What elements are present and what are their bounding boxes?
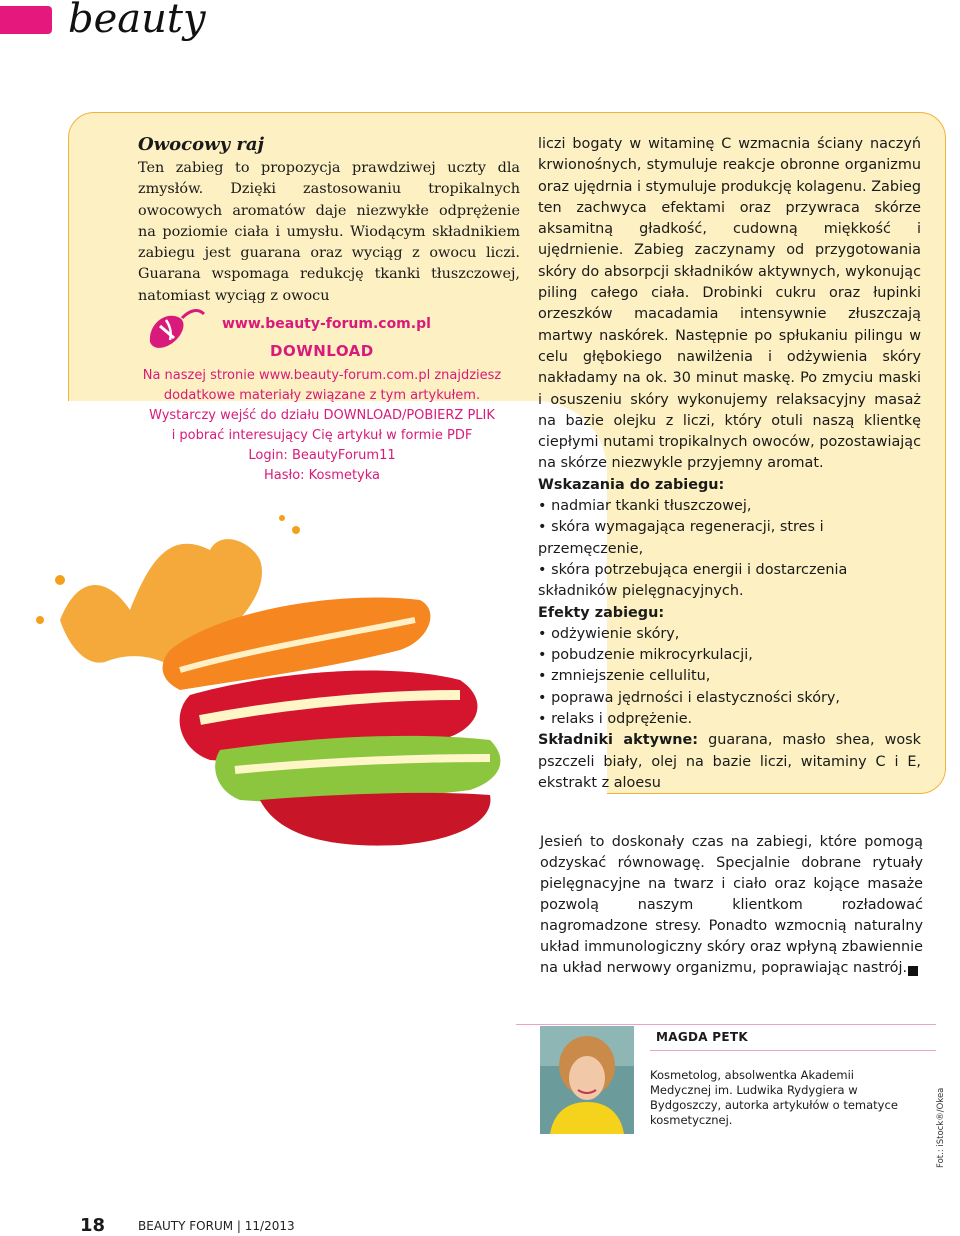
magazine-name: BEAUTY FORUM [138,1219,234,1233]
magazine-issue: 11/2013 [244,1219,295,1233]
list-item: • odżywienie skóry, [538,624,921,645]
list-item: • zmniejszenie cellulitu, [538,666,921,687]
author-name-underline [650,1050,936,1051]
author-name: MAGDA PETK [656,1030,748,1044]
mouse-icon [146,304,208,356]
download-instructions [126,366,518,486]
photo-credit: Fot.: iStock®/Okea [936,1087,946,1168]
footer-magazine: BEAUTY FORUM | 11/2013 [138,1219,295,1233]
section-title: beauty [68,0,206,42]
author-bio: Kosmetolog, absolwentka Akademii Medycznej im. Ludwika Rydygiera w Bydgoszczy, autorka artykułów o tematyce kosmetycznej. [650,1068,898,1127]
download-title: DOWNLOAD [270,342,374,360]
page-number: 18 [80,1215,106,1236]
box-intro-text: Ten zabieg to propozycja prawdziwej uczty dla zmysłów. Dzięki zastosowaniu tropikalnych owocowych aromatów daje niezwykłe odprężenie na poziomie ciała i umysłu. Wiodącym składnikiem zabiegu jest guarana oraz wyciąg z owocu liczi. Guarana wspomaga redukcję tkanki tłuszczowej, natomiast wyciąg z owocu [138,160,520,304]
end-of-article-mark [908,966,918,976]
right-column [538,134,921,794]
list-item: • skóra potrzebująca energii i dostarczenia składników pielęgnacyjnych. [538,560,921,603]
list-item: • poprawa jędrności i elastyczności skóry, [538,688,921,709]
list-item: • pobudzenie mikrocyrkulacji, [538,645,921,666]
download-url-link[interactable]: www.beauty-forum.com.pl [222,316,431,332]
closing-paragraph: Jesień to doskonały czas na zabiegi, które pomogą odzyskać równowagę. Specjalnie dobrane rytuały pielęgnacyjne na twarz i ciało oraz kojące masaże pozwolą naszym klientkom rozładować nagromadzone stresy. Ponadto wzmocnią naturalny układ immunologiczny skóry oraz wpłyną zbawiennie na układ nerwowy organizmu, poprawiając nastrój. [540,834,923,976]
active-ingredients [538,730,921,794]
indications-heading: Wskazania do zabiegu: [538,476,725,493]
box-heading: Owocowy raj [138,134,265,155]
download-line: dodatkowe materiały związane z tym artykułem. [163,388,481,403]
download-password: Hasło: Kosmetyka [264,468,380,483]
download-line: i pobrać interesujący Cię artykuł w formie PDF [171,428,473,443]
list-item: • relaks i odprężenie. [538,709,921,730]
download-login: Login: BeautyForum11 [248,448,396,463]
download-line: Wystarczy wejść do działu DOWNLOAD/POBIERZ PLIK [149,408,495,423]
list-item: • nadmiar tkanki tłuszczowej, [538,496,921,517]
treatment-description: liczi bogaty w witaminę C wzmacnia ściany naczyń krwionośnych, stymuluje reakcje obronne organizmu oraz ujędrnia i stymuluje produkcję kolagenu. Zabieg ten zachwyca efektami oraz przywraca skórze aksamitną gładkość, cudowną miękkość i ujędrnienie. Zabieg zaczynamy od przygotowania skóry do absorpcji składników aktywnych, wykonując piling całego ciała. Drobinki cukru oraz łupinki orzeszków macadamia intensywnie złuszczają martwy naskórek. Następnie po spłukaniu pilingu w celu głębokiego nawilżenia i odżywienia skóry nakładamy na ok. 30 minut maskę. Po zmyciu maski i osuszeniu skóry wykonujemy relaksacyjny masaż na bazie olejku z liczi, który otuli naszą klientkę ciepłymi nutami tropikalnych owoców, pozostawiając na skórze niezwykle przyjemny aromat. [538,136,921,472]
author-photo [540,1026,634,1134]
indications-list [538,496,921,602]
section-tag-bar [0,6,52,34]
download-line: Na naszej stronie www.beauty-forum.com.pl znajdziesz [142,368,502,383]
active-ingredients-heading: Składniki aktywne: [538,732,699,749]
fruit-stack-illustration [20,470,520,850]
effects-list [538,624,921,730]
list-item: • skóra wymagająca regeneracji, stres i przemęczenie, [538,517,921,560]
active-ingredients-text: guarana, masło shea, wosk pszczeli biały, olej na bazie liczi, witaminy C i E, ekstrakt z aloesu [538,732,922,791]
author-divider [516,1024,936,1025]
effects-heading: Efekty zabiegu: [538,604,665,621]
